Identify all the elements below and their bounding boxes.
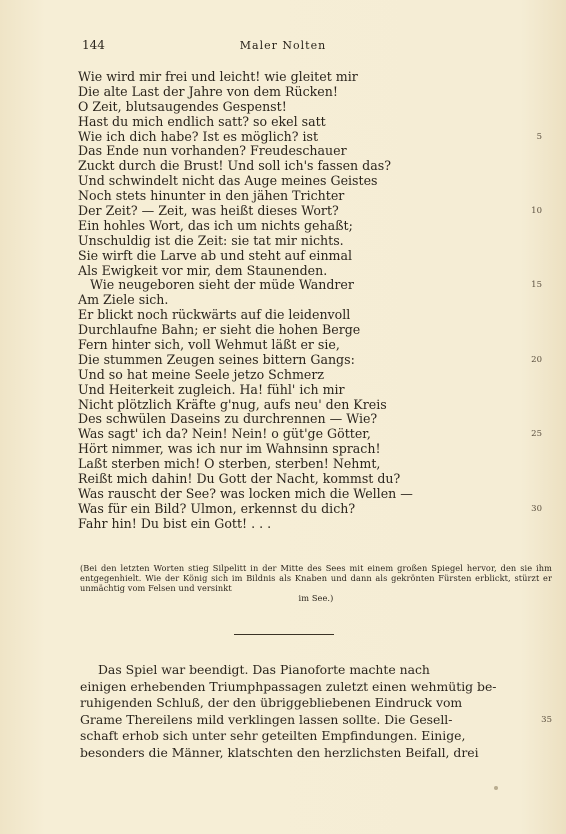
verse-line bbox=[78, 427, 550, 442]
verse-line bbox=[78, 293, 550, 308]
verse-line-text: Wie neugeboren sieht der müde Wandrer bbox=[90, 277, 354, 293]
verse-line-text: Wie ich dich habe? Ist es möglich? ist bbox=[78, 128, 319, 144]
verse-line bbox=[78, 144, 550, 159]
verse-line-text: Fahr hin! Du bist ein Gott! . . . bbox=[78, 515, 272, 531]
verse-block bbox=[78, 70, 550, 532]
prose-line bbox=[80, 728, 552, 745]
verse-line-text: Am Ziele sich. bbox=[78, 292, 169, 308]
line-number: 30 bbox=[531, 503, 542, 514]
verse-line-text: Wie wird mir frei und leicht! wie gleitet mir bbox=[78, 69, 358, 84]
verse-line bbox=[78, 189, 550, 204]
verse-line bbox=[78, 323, 550, 338]
verse-line-text: Und Heiterkeit zugleich. Ha! fühl' ich mir bbox=[78, 381, 345, 397]
verse-line-text: Reißt mich dahin! Du Gott der Nacht, kommst du? bbox=[78, 471, 401, 487]
paper-spot bbox=[494, 786, 498, 790]
page-header bbox=[0, 38, 566, 54]
line-number: 20 bbox=[531, 354, 542, 365]
verse-line bbox=[78, 130, 550, 145]
verse-line bbox=[78, 219, 550, 234]
verse-line-text: Des schwülen Daseins zu durchrennen — Wie? bbox=[78, 411, 378, 427]
verse-line bbox=[78, 278, 550, 293]
verse-line bbox=[78, 204, 550, 219]
prose-line-text: ruhigenden Schluß, der den übriggebliebenen Eindruck vom bbox=[80, 695, 463, 710]
line-number: 15 bbox=[531, 280, 542, 291]
verse-line-text: Was für ein Bild? Ulmon, erkennst du dich? bbox=[78, 500, 356, 516]
stage-direction bbox=[80, 563, 552, 603]
running-head: Maler Nolten bbox=[239, 39, 327, 52]
page-number: 144 bbox=[82, 38, 105, 52]
verse-line bbox=[78, 100, 550, 115]
verse-line bbox=[78, 159, 550, 174]
verse-line bbox=[78, 234, 550, 249]
verse-line-text: Als Ewigkeit vor mir, dem Staunenden. bbox=[78, 262, 328, 278]
stage-direction-end: im See.) bbox=[298, 593, 334, 603]
stage-direction-text: (Bei den letzten Worten stieg Silpelitt in der Mitte des Sees mit einem großen Spiegel hervor, den sie ihm entgegenhielt. Wie der König sich im Bildnis als Knaben und dann als gekrönten Fürsten erblickt, stürzt er unmächtig vom Felsen und versinkt bbox=[80, 563, 552, 593]
verse-line bbox=[78, 353, 550, 368]
verse-line bbox=[78, 502, 550, 517]
line-number: 35 bbox=[541, 714, 552, 725]
verse-line bbox=[78, 264, 550, 279]
verse-line-text: Sie wirft die Larve ab und steht auf einmal bbox=[78, 247, 353, 263]
prose-line-text: schaft erhob sich unter sehr geteilten Empfindungen. Einige, bbox=[80, 728, 466, 743]
verse-line-text: Hört nimmer, was ich nur im Wahnsinn sprach! bbox=[78, 441, 381, 457]
prose-line-text: einigen erhebenden Triumphpassagen zuletzt einen wehmütig be- bbox=[80, 678, 497, 694]
verse-line-text: Laßt sterben mich! O sterben, sterben! Nehmt, bbox=[78, 456, 381, 472]
verse-line-text: Und so hat meine Seele jetzo Schmerz bbox=[78, 366, 325, 382]
verse-line bbox=[78, 174, 550, 189]
line-number: 10 bbox=[531, 206, 542, 217]
verse-line-text: Hast du mich endlich satt? so ekel satt bbox=[78, 113, 326, 129]
verse-line bbox=[78, 457, 550, 472]
verse-line-text: Unschuldig ist die Zeit: sie tat mir nichts. bbox=[78, 232, 344, 248]
verse-line-text: Das Ende nun vorhanden? Freudeschauer bbox=[78, 143, 347, 159]
verse-line bbox=[78, 308, 550, 323]
verse-line-text: O Zeit, blutsaugendes Gespenst! bbox=[78, 98, 287, 114]
verse-line-text: Was sagt' ich da? Nein! Nein! o güt'ge Götter, bbox=[78, 426, 371, 442]
verse-line bbox=[78, 85, 550, 100]
verse-line-text: Die stummen Zeugen seines bittern Gangs: bbox=[78, 351, 355, 367]
prose-line bbox=[80, 712, 552, 729]
prose-line-text: besonders die Männer, klatschten den herzlichsten Beifall, drei bbox=[80, 744, 479, 760]
verse-line-text: Nicht plötzlich Kräfte g'nug, aufs neu' den Kreis bbox=[78, 396, 387, 412]
prose-block bbox=[80, 662, 552, 761]
line-number: 25 bbox=[531, 429, 542, 440]
line-number: 5 bbox=[536, 131, 542, 142]
verse-line-text: Ein hohles Wort, das ich um nichts gehaßt; bbox=[78, 217, 353, 233]
verse-line-text: Fern hinter sich, voll Wehmut läßt er sie, bbox=[78, 337, 340, 353]
verse-line bbox=[78, 472, 550, 487]
verse-line bbox=[78, 487, 550, 502]
verse-line-text: Durchlaufne Bahn; er sieht die hohen Berge bbox=[78, 322, 361, 338]
section-divider bbox=[234, 634, 334, 635]
verse-line-text: Zuckt durch die Brust! Und soll ich's fassen das? bbox=[78, 158, 391, 174]
verse-line-text: Und schwindelt nicht das Auge meines Geistes bbox=[78, 173, 378, 189]
verse-line-text: Die alte Last der Jahre von dem Rücken! bbox=[78, 83, 338, 99]
prose-line bbox=[80, 679, 552, 696]
verse-line bbox=[78, 383, 550, 398]
verse-line bbox=[78, 115, 550, 130]
verse-line-text: Er blickt noch rückwärts auf die leidenvoll bbox=[78, 307, 351, 323]
verse-line bbox=[78, 70, 550, 85]
verse-line bbox=[78, 398, 550, 413]
prose-line bbox=[80, 695, 552, 712]
prose-line-text: Das Spiel war beendigt. Das Pianoforte machte nach bbox=[98, 662, 430, 677]
verse-line bbox=[78, 368, 550, 383]
verse-line bbox=[78, 412, 550, 427]
verse-line bbox=[78, 442, 550, 457]
verse-line bbox=[78, 517, 550, 532]
verse-line-text: Noch stets hinunter in den jähen Trichter bbox=[78, 188, 345, 204]
prose-line bbox=[80, 662, 552, 679]
verse-line-text: Was rauscht der See? was locken mich die Wellen — bbox=[78, 485, 413, 501]
verse-line-text: Der Zeit? — Zeit, was heißt dieses Wort? bbox=[78, 203, 339, 219]
verse-line bbox=[78, 249, 550, 264]
verse-line bbox=[78, 338, 550, 353]
prose-line bbox=[80, 745, 552, 762]
prose-line-text: Grame Thereilens mild verklingen lassen sollte. Die Gesell- bbox=[80, 711, 453, 727]
